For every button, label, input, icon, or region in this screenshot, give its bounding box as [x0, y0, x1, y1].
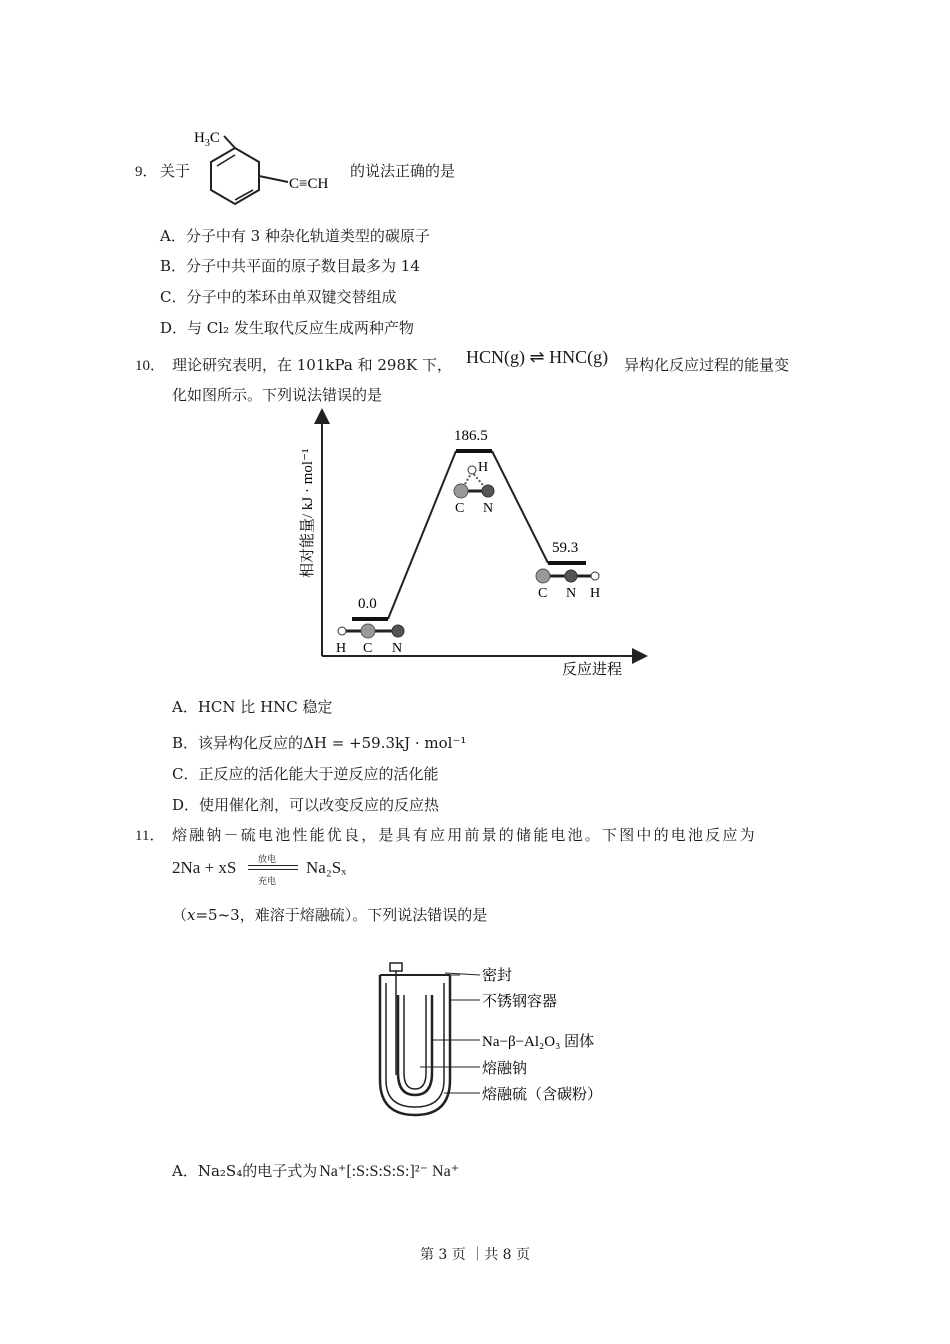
option-text: 分子中共平面的原子数目最多为 14 [186, 257, 420, 275]
option-letter: B． [172, 734, 199, 752]
option-letter: A． [160, 227, 186, 245]
option-text: HCN 比 HNC 稳定 [197, 698, 333, 716]
battery-label-seal: 密封 [482, 968, 513, 984]
paren: （ [172, 906, 188, 924]
molecule-hnc [536, 569, 600, 601]
q9-prefix: 关于 [160, 162, 191, 180]
arrow-top-label: 放电 [258, 855, 277, 865]
q11-equation-left: 2Na + xS [172, 858, 237, 877]
q10-number: 10． [135, 358, 166, 374]
q9-option-b [160, 255, 420, 276]
level-value-0: 0.0 [358, 596, 377, 612]
atom-label: H [590, 586, 601, 601]
atom-label: N [483, 501, 494, 516]
option-letter: C． [160, 288, 187, 306]
battery-label-container: 不锈钢容器 [482, 994, 558, 1010]
q10-line1-a: 理论研究表明，在 101kPa 和 298K 下， [172, 356, 452, 374]
option-text: 分子中有 3 种杂化轨道类型的碳原子 [185, 227, 430, 245]
line3-text: =5~3，难溶于熔融硫）。下列说法错误的是 [195, 906, 488, 924]
q9-alkyne-label: C≡CH [289, 176, 329, 192]
q11-line3 [172, 904, 487, 925]
q10-equation: HCN(g) ⇌ HNC(g) [466, 347, 609, 367]
option-letter: D． [160, 319, 188, 337]
level-value-1: 186.5 [454, 428, 488, 444]
x-axis-label: 反应进程 [562, 662, 623, 678]
q11-number: 11． [135, 828, 165, 844]
battery-label-sulfur: 熔融硫（含碳粉） [482, 1087, 603, 1103]
atom-label: N [392, 641, 403, 656]
option-letter: D． [172, 796, 200, 814]
q10-option-a [172, 696, 333, 717]
option-text: 正反应的活化能大于逆反应的活化能 [198, 765, 439, 783]
molecule-hcn [336, 624, 404, 656]
option-text: 与 Cl₂ 发生取代反应生成两种产物 [187, 319, 414, 337]
atom-label: C [455, 501, 465, 516]
page-footer: 第 3 页 ｜共 8 页 [419, 1247, 531, 1263]
q11-reversible-arrow [246, 852, 300, 886]
arrow-bottom-label: 充电 [258, 877, 277, 887]
option-text: Na₂S₄的电子式为 [197, 1162, 318, 1180]
q9-option-c [160, 286, 397, 307]
option-text: 该异构化反应的ΔH = +59.3kJ · mol⁻¹ [198, 734, 467, 752]
q10-option-b [172, 732, 466, 753]
q11-option-a [172, 1160, 459, 1181]
molecule-transition [454, 460, 494, 516]
q9-methyl-label: $H_3C$ [194, 130, 220, 149]
battery-label-sodium: 熔融钠 [482, 1061, 528, 1077]
option-letter: C． [172, 765, 199, 783]
atom-label: N [566, 586, 577, 601]
q9-suffix: 的说法正确的是 [350, 162, 456, 180]
energy-diagram [290, 408, 660, 680]
q9-structure [190, 124, 350, 210]
q9-number: 9． [135, 164, 158, 180]
q10-line1-b: 异构化反应过程的能量变 [624, 356, 790, 374]
level-value-2: 59.3 [552, 540, 579, 556]
option-letter: A． [172, 698, 198, 716]
battery-label-electrolyte: Na−β−Al₂O₃ 固体 [482, 1034, 595, 1050]
battery-diagram [370, 955, 630, 1125]
q9-option-d [160, 317, 414, 338]
atom-label: H [336, 641, 347, 656]
q9-option-a [160, 225, 430, 246]
electron-formula: Na⁺[:S:S:S:S:]²⁻ Na⁺ [319, 1163, 460, 1180]
y-axis-label: 相对能量/ kJ · mol⁻¹ [300, 448, 316, 578]
atom-label: C [363, 641, 373, 656]
option-text: 使用催化剂，可以改变反应的反应热 [199, 796, 440, 814]
option-text: 分子中的苯环由单双键交替组成 [186, 288, 397, 306]
atom-label: H [478, 460, 489, 475]
q10-option-d [172, 794, 439, 815]
q11-line1: 熔融钠－硫电池性能优良，是具有应用前景的储能电池。下图中的电池反应为 [172, 826, 757, 844]
q10-option-c [172, 763, 439, 784]
q10-line2: 化如图所示。下列说法错误的是 [172, 386, 383, 404]
variable-x: x [187, 906, 196, 924]
option-letter: A． [172, 1162, 198, 1180]
atom-label: C [538, 586, 548, 601]
option-letter: B． [160, 257, 187, 275]
q11-equation-right: Na₂Sₓ [306, 858, 347, 877]
